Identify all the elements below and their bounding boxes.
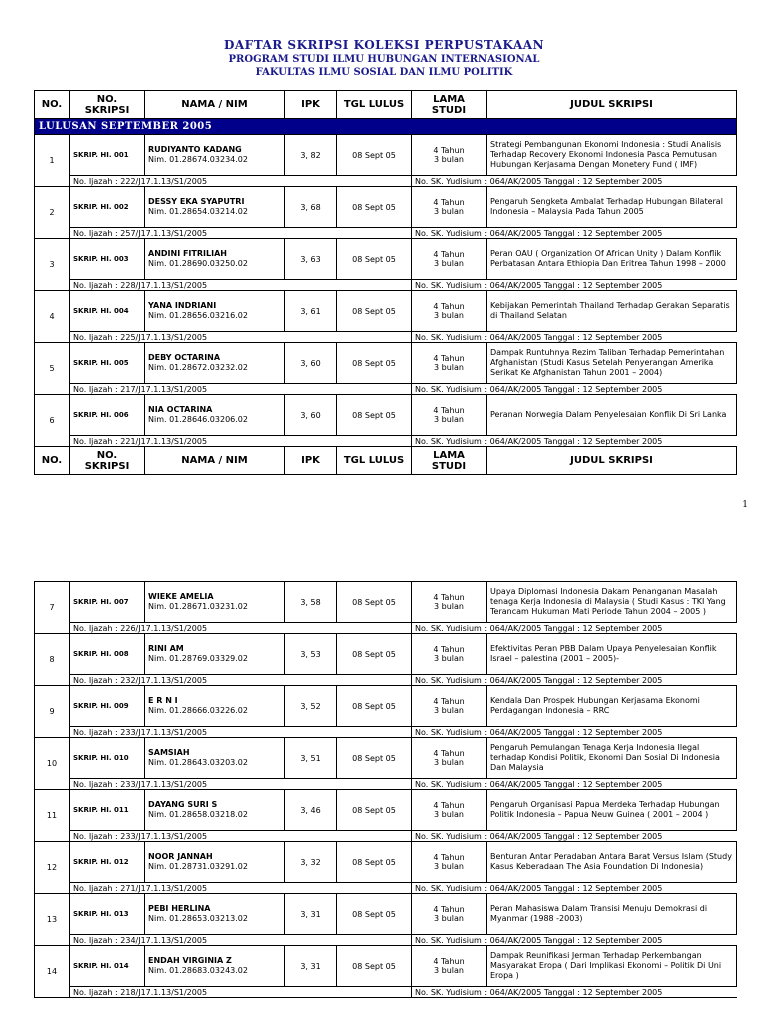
study-duration [412, 894, 487, 935]
study-duration [412, 135, 487, 176]
col-header-tgl: TGL LULUS [337, 91, 412, 119]
thesis-title: Efektivitas Peran PBB Dalam Upaya Penyelesaian Konflik Israel – palestina (2001 – 2005)- [487, 634, 737, 675]
col-header-skripsi: NO. SKRIPSI [70, 91, 145, 119]
table-row [35, 582, 737, 623]
student-cell [145, 291, 285, 332]
table-subrow [35, 384, 737, 395]
thesis-code: SKRIP. HI. 009 [70, 686, 145, 727]
col-header-nama: NAMA / NIM [145, 91, 285, 119]
table-subrow [35, 831, 737, 842]
student-cell [145, 634, 285, 675]
table-subrow [35, 436, 737, 447]
thesis-code: SKRIP. HI. 002 [70, 187, 145, 228]
ijazah-number: No. Ijazah : 271/J17.1.13/S1/2005 [70, 883, 412, 894]
graduation-date: 08 Sept 05 [337, 187, 412, 228]
study-duration [412, 634, 487, 675]
study-duration [412, 686, 487, 727]
table-subrow [35, 280, 737, 291]
ijazah-number: No. Ijazah : 217/J17.1.13/S1/2005 [70, 384, 412, 395]
document-header [0, 38, 768, 79]
student-nim: Nim. 01.28683.03243.02 [148, 966, 248, 975]
gpa: 3, 31 [285, 946, 337, 987]
ijazah-number: No. Ijazah : 221/J17.1.13/S1/2005 [70, 436, 412, 447]
gpa: 3, 60 [285, 343, 337, 384]
thesis-code: SKRIP. HI. 006 [70, 395, 145, 436]
student-name: WIEKE AMELIA [148, 592, 214, 601]
study-months: 3 bulan [434, 706, 464, 715]
ijazah-number: No. Ijazah : 233/J17.1.13/S1/2005 [70, 727, 412, 738]
table-subrow [35, 332, 737, 343]
student-cell [145, 395, 285, 436]
graduation-date: 08 Sept 05 [337, 686, 412, 727]
table-body-page-1 [35, 135, 737, 447]
table-subrow [35, 228, 737, 239]
thesis-title: Benturan Antar Peradaban Antara Barat Versus Islam (Study Kasus Keberadaan The Asia Foundation Di Indonesia) [487, 842, 737, 883]
ijazah-number: No. Ijazah : 233/J17.1.13/S1/2005 [70, 779, 412, 790]
ijazah-number: No. Ijazah : 218/J17.1.13/S1/2005 [70, 987, 412, 998]
gpa: 3, 60 [285, 395, 337, 436]
table-row [35, 894, 737, 935]
table-subrow [35, 779, 737, 790]
yudisium-number: No. SK. Yudisium : 064/AK/2005 Tanggal : 12 September 2005 [412, 675, 737, 686]
yudisium-number: No. SK. Yudisium : 064/AK/2005 Tanggal : 12 September 2005 [412, 779, 737, 790]
graduation-date: 08 Sept 05 [337, 894, 412, 935]
yudisium-number: No. SK. Yudisium : 064/AK/2005 Tanggal : 12 September 2005 [412, 176, 737, 187]
row-number: 4 [35, 291, 70, 343]
table-body-page-2 [35, 582, 737, 998]
col-footer-nama: NAMA / NIM [145, 447, 285, 475]
student-name: PEBI HERLINA [148, 904, 211, 913]
study-years: 4 Tahun [433, 957, 465, 966]
study-years: 4 Tahun [433, 354, 465, 363]
study-duration [412, 946, 487, 987]
gpa: 3, 52 [285, 686, 337, 727]
row-number: 14 [35, 946, 70, 998]
student-nim: Nim. 01.28653.03213.02 [148, 914, 248, 923]
table-row [35, 187, 737, 228]
graduation-date: 08 Sept 05 [337, 343, 412, 384]
row-number: 10 [35, 738, 70, 790]
student-cell [145, 946, 285, 987]
table-row [35, 842, 737, 883]
yudisium-number: No. SK. Yudisium : 064/AK/2005 Tanggal : 12 September 2005 [412, 883, 737, 894]
study-years: 4 Tahun [433, 853, 465, 862]
row-number: 11 [35, 790, 70, 842]
study-months: 3 bulan [434, 259, 464, 268]
thesis-code: SKRIP. HI. 005 [70, 343, 145, 384]
table-subrow [35, 883, 737, 894]
col-footer-lama: LAMA STUDI [412, 447, 487, 475]
thesis-title: Peran Mahasiswa Dalam Transisi Menuju Demokrasi di Myanmar (1988 -2003) [487, 894, 737, 935]
graduation-date: 08 Sept 05 [337, 790, 412, 831]
thesis-title: Peranan Norwegia Dalam Penyelesaian Konflik Di Sri Lanka [487, 395, 737, 436]
table-row [35, 946, 737, 987]
graduation-date: 08 Sept 05 [337, 291, 412, 332]
row-number: 13 [35, 894, 70, 946]
table-row [35, 343, 737, 384]
row-number: 9 [35, 686, 70, 738]
yudisium-number: No. SK. Yudisium : 064/AK/2005 Tanggal : 12 September 2005 [412, 436, 737, 447]
study-months: 3 bulan [434, 966, 464, 975]
graduation-date: 08 Sept 05 [337, 946, 412, 987]
thesis-title: Upaya Diplomasi Indonesia Dakam Penanganan Masalah tenaga Kerja Indonesia di Malaysia ( Studi Kasus : TKI Yang Terancam Hukuman Mati Periode Tahun 2004 – 2005 ) [487, 582, 737, 623]
thesis-table-page-2 [34, 581, 737, 998]
student-cell [145, 239, 285, 280]
thesis-title: Kendala Dan Prospek Hubungan Kerjasama Ekonomi Perdagangan Indonesia – RRC [487, 686, 737, 727]
study-years: 4 Tahun [433, 697, 465, 706]
thesis-title: Pengaruh Pemulangan Tenaga Kerja Indonesia Ilegal terhadap Kondisi Politik, Ekonomi Dan Sosial Di Indonesia Dan Malaysia [487, 738, 737, 779]
document-title: DAFTAR SKRIPSI KOLEKSI PERPUSTAKAAN [223, 38, 545, 52]
student-name: NOOR JANNAH [148, 852, 213, 861]
ijazah-number: No. Ijazah : 222/J17.1.13/S1/2005 [70, 176, 412, 187]
thesis-title: Strategi Pembangunan Ekonomi Indonesia : Studi Analisis Terhadap Recovery Ekonomi Indonesia Pasca Pemutusan Hubungan Kerjasama Dengan Monetery Fund ( IMF) [487, 135, 737, 176]
student-name: SAMSIAH [148, 748, 190, 757]
gpa: 3, 82 [285, 135, 337, 176]
study-months: 3 bulan [434, 207, 464, 216]
table-row [35, 634, 737, 675]
graduation-date: 08 Sept 05 [337, 634, 412, 675]
graduation-date: 08 Sept 05 [337, 395, 412, 436]
thesis-title: Dampak Runtuhnya Rezim Taliban Terhadap Pemerintahan Afghanistan (Studi Kasus Setelah Penyerangan Amerika Serikat Ke Afghanistan Tahun 2001 – 2004) [487, 343, 737, 384]
thesis-code: SKRIP. HI. 007 [70, 582, 145, 623]
study-duration [412, 343, 487, 384]
yudisium-number: No. SK. Yudisium : 064/AK/2005 Tanggal : 12 September 2005 [412, 280, 737, 291]
student-name: NIA OCTARINA [148, 405, 213, 414]
student-nim: Nim. 01.28646.03206.02 [148, 415, 248, 424]
col-footer-tgl: TGL LULUS [337, 447, 412, 475]
table-footer-header-row [35, 447, 737, 475]
col-header-lama: LAMA STUDI [412, 91, 487, 119]
table-subrow [35, 987, 737, 998]
ijazah-number: No. Ijazah : 226/J17.1.13/S1/2005 [70, 623, 412, 634]
thesis-code: SKRIP. HI. 013 [70, 894, 145, 935]
study-years: 4 Tahun [433, 645, 465, 654]
study-months: 3 bulan [434, 914, 464, 923]
table-subrow [35, 727, 737, 738]
study-months: 3 bulan [434, 363, 464, 372]
graduation-date: 08 Sept 05 [337, 135, 412, 176]
thesis-title: Pengaruh Organisasi Papua Merdeka Terhadap Hubungan Politik Indonesia – Papua Neuw Guinea ( 2001 – 2004 ) [487, 790, 737, 831]
row-number: 12 [35, 842, 70, 894]
graduation-date: 08 Sept 05 [337, 582, 412, 623]
student-name: DEBY OCTARINA [148, 353, 221, 362]
study-months: 3 bulan [434, 654, 464, 663]
col-header-no: NO. [35, 91, 70, 119]
section-row [35, 119, 737, 135]
row-number: 8 [35, 634, 70, 686]
study-months: 3 bulan [434, 810, 464, 819]
table-row [35, 291, 737, 332]
row-number: 6 [35, 395, 70, 447]
gpa: 3, 51 [285, 738, 337, 779]
thesis-title: Kebijakan Pemerintah Thailand Terhadap Gerakan Separatis di Thailand Selatan [487, 291, 737, 332]
student-cell [145, 187, 285, 228]
student-nim: Nim. 01.28731.03291.02 [148, 862, 248, 871]
thesis-code: SKRIP. HI. 012 [70, 842, 145, 883]
thesis-title: Pengaruh Sengketa Ambalat Terhadap Hubungan Bilateral Indonesia – Malaysia Pada Tahun 2005 [487, 187, 737, 228]
student-name: ENDAH VIRGINIA Z [148, 956, 232, 965]
study-months: 3 bulan [434, 862, 464, 871]
student-name: DAYANG SURI S [148, 800, 218, 809]
study-years: 4 Tahun [433, 801, 465, 810]
table-row [35, 135, 737, 176]
gpa: 3, 68 [285, 187, 337, 228]
gpa: 3, 53 [285, 634, 337, 675]
study-years: 4 Tahun [433, 406, 465, 415]
ijazah-number: No. Ijazah : 232/J17.1.13/S1/2005 [70, 675, 412, 686]
col-footer-no: NO. [35, 447, 70, 475]
student-name: RUDIYANTO KADANG [148, 145, 242, 154]
student-nim: Nim. 01.28656.03216.02 [148, 311, 248, 320]
yudisium-number: No. SK. Yudisium : 064/AK/2005 Tanggal : 12 September 2005 [412, 987, 737, 998]
gpa: 3, 63 [285, 239, 337, 280]
study-months: 3 bulan [434, 602, 464, 611]
row-number: 2 [35, 187, 70, 239]
study-duration [412, 291, 487, 332]
student-cell [145, 135, 285, 176]
student-cell [145, 343, 285, 384]
graduation-date: 08 Sept 05 [337, 842, 412, 883]
col-header-ipk: IPK [285, 91, 337, 119]
yudisium-number: No. SK. Yudisium : 064/AK/2005 Tanggal : 12 September 2005 [412, 228, 737, 239]
gpa: 3, 61 [285, 291, 337, 332]
thesis-code: SKRIP. HI. 010 [70, 738, 145, 779]
row-number: 1 [35, 135, 70, 187]
table-row [35, 395, 737, 436]
faculty-title: FAKULTAS ILMU SOSIAL DAN ILMU POLITIK [255, 67, 513, 78]
study-years: 4 Tahun [433, 749, 465, 758]
gpa: 3, 46 [285, 790, 337, 831]
table-row [35, 239, 737, 280]
student-cell [145, 790, 285, 831]
yudisium-number: No. SK. Yudisium : 064/AK/2005 Tanggal : 12 September 2005 [412, 384, 737, 395]
student-nim: Nim. 01.28658.03218.02 [148, 810, 248, 819]
study-years: 4 Tahun [433, 593, 465, 602]
table-header-row [35, 91, 737, 119]
study-duration [412, 738, 487, 779]
study-years: 4 Tahun [433, 250, 465, 259]
student-name: ANDINI FITRILIAH [148, 249, 227, 258]
gpa: 3, 58 [285, 582, 337, 623]
yudisium-number: No. SK. Yudisium : 064/AK/2005 Tanggal : 12 September 2005 [412, 935, 737, 946]
table-row [35, 790, 737, 831]
study-duration [412, 395, 487, 436]
program-title: PROGRAM STUDI ILMU HUBUNGAN INTERNASIONAL [228, 54, 540, 65]
student-cell [145, 894, 285, 935]
col-footer-ipk: IPK [285, 447, 337, 475]
study-months: 3 bulan [434, 415, 464, 424]
thesis-code: SKRIP. HI. 004 [70, 291, 145, 332]
ijazah-number: No. Ijazah : 234/J17.1.13/S1/2005 [70, 935, 412, 946]
gpa: 3, 31 [285, 894, 337, 935]
student-nim: Nim. 01.28666.03226.02 [148, 706, 248, 715]
study-duration [412, 842, 487, 883]
student-name: DESSY EKA SYAPUTRI [148, 197, 245, 206]
study-months: 3 bulan [434, 758, 464, 767]
row-number: 7 [35, 582, 70, 634]
table-row [35, 738, 737, 779]
student-name: RINI AM [148, 644, 184, 653]
student-cell [145, 738, 285, 779]
thesis-table-page-1 [34, 90, 737, 475]
study-months: 3 bulan [434, 155, 464, 164]
study-months: 3 bulan [434, 311, 464, 320]
student-cell [145, 582, 285, 623]
row-number: 3 [35, 239, 70, 291]
yudisium-number: No. SK. Yudisium : 064/AK/2005 Tanggal : 12 September 2005 [412, 623, 737, 634]
student-nim: Nim. 01.28654.03214.02 [148, 207, 248, 216]
thesis-code: SKRIP. HI. 014 [70, 946, 145, 987]
study-years: 4 Tahun [433, 198, 465, 207]
col-header-judul: JUDUL SKRIPSI [487, 91, 737, 119]
student-name: YANA INDRIANI [148, 301, 217, 310]
yudisium-number: No. SK. Yudisium : 064/AK/2005 Tanggal : 12 September 2005 [412, 727, 737, 738]
table-subrow [35, 935, 737, 946]
table-subrow [35, 176, 737, 187]
table-row [35, 686, 737, 727]
student-nim: Nim. 01.28769.03329.02 [148, 654, 248, 663]
thesis-code: SKRIP. HI. 001 [70, 135, 145, 176]
student-nim: Nim. 01.28643.03203.02 [148, 758, 248, 767]
ijazah-number: No. Ijazah : 233/J17.1.13/S1/2005 [70, 831, 412, 842]
ijazah-number: No. Ijazah : 257/J17.1.13/S1/2005 [70, 228, 412, 239]
table-subrow [35, 675, 737, 686]
graduation-date: 08 Sept 05 [337, 738, 412, 779]
ijazah-number: No. Ijazah : 225/J17.1.13/S1/2005 [70, 332, 412, 343]
section-label: LULUSAN SEPTEMBER 2005 [35, 119, 737, 135]
graduation-date: 08 Sept 05 [337, 239, 412, 280]
student-nim: Nim. 01.28690.03250.02 [148, 259, 248, 268]
thesis-code: SKRIP. HI. 008 [70, 634, 145, 675]
student-nim: Nim. 01.28671.03231.02 [148, 602, 248, 611]
thesis-code: SKRIP. HI. 003 [70, 239, 145, 280]
page-number: 1 [742, 500, 748, 510]
study-years: 4 Tahun [433, 146, 465, 155]
gpa: 3, 32 [285, 842, 337, 883]
study-duration [412, 582, 487, 623]
study-years: 4 Tahun [433, 302, 465, 311]
col-footer-skripsi: NO. SKRIPSI [70, 447, 145, 475]
table-subrow [35, 623, 737, 634]
study-duration [412, 790, 487, 831]
study-years: 4 Tahun [433, 905, 465, 914]
study-duration [412, 239, 487, 280]
yudisium-number: No. SK. Yudisium : 064/AK/2005 Tanggal : 12 September 2005 [412, 831, 737, 842]
student-name: E R N I [148, 696, 178, 705]
yudisium-number: No. SK. Yudisium : 064/AK/2005 Tanggal : 12 September 2005 [412, 332, 737, 343]
student-cell [145, 842, 285, 883]
ijazah-number: No. Ijazah : 228/J17.1.13/S1/2005 [70, 280, 412, 291]
study-duration [412, 187, 487, 228]
thesis-title: Peran OAU ( Organization Of African Unity ) Dalam Konflik Perbatasan Antara Ethiopia Dan Eritrea Tahun 1998 – 2000 [487, 239, 737, 280]
col-footer-judul: JUDUL SKRIPSI [487, 447, 737, 475]
student-cell [145, 686, 285, 727]
student-nim: Nim. 01.28674.03234.02 [148, 155, 248, 164]
thesis-title: Dampak Reunifikasi Jerman Terhadap Perkembangan Masyarakat Eropa ( Dari Implikasi Ekonomi – Politik Di Uni Eropa ) [487, 946, 737, 987]
student-nim: Nim. 01.28672.03232.02 [148, 363, 248, 372]
thesis-code: SKRIP. HI. 011 [70, 790, 145, 831]
row-number: 5 [35, 343, 70, 395]
